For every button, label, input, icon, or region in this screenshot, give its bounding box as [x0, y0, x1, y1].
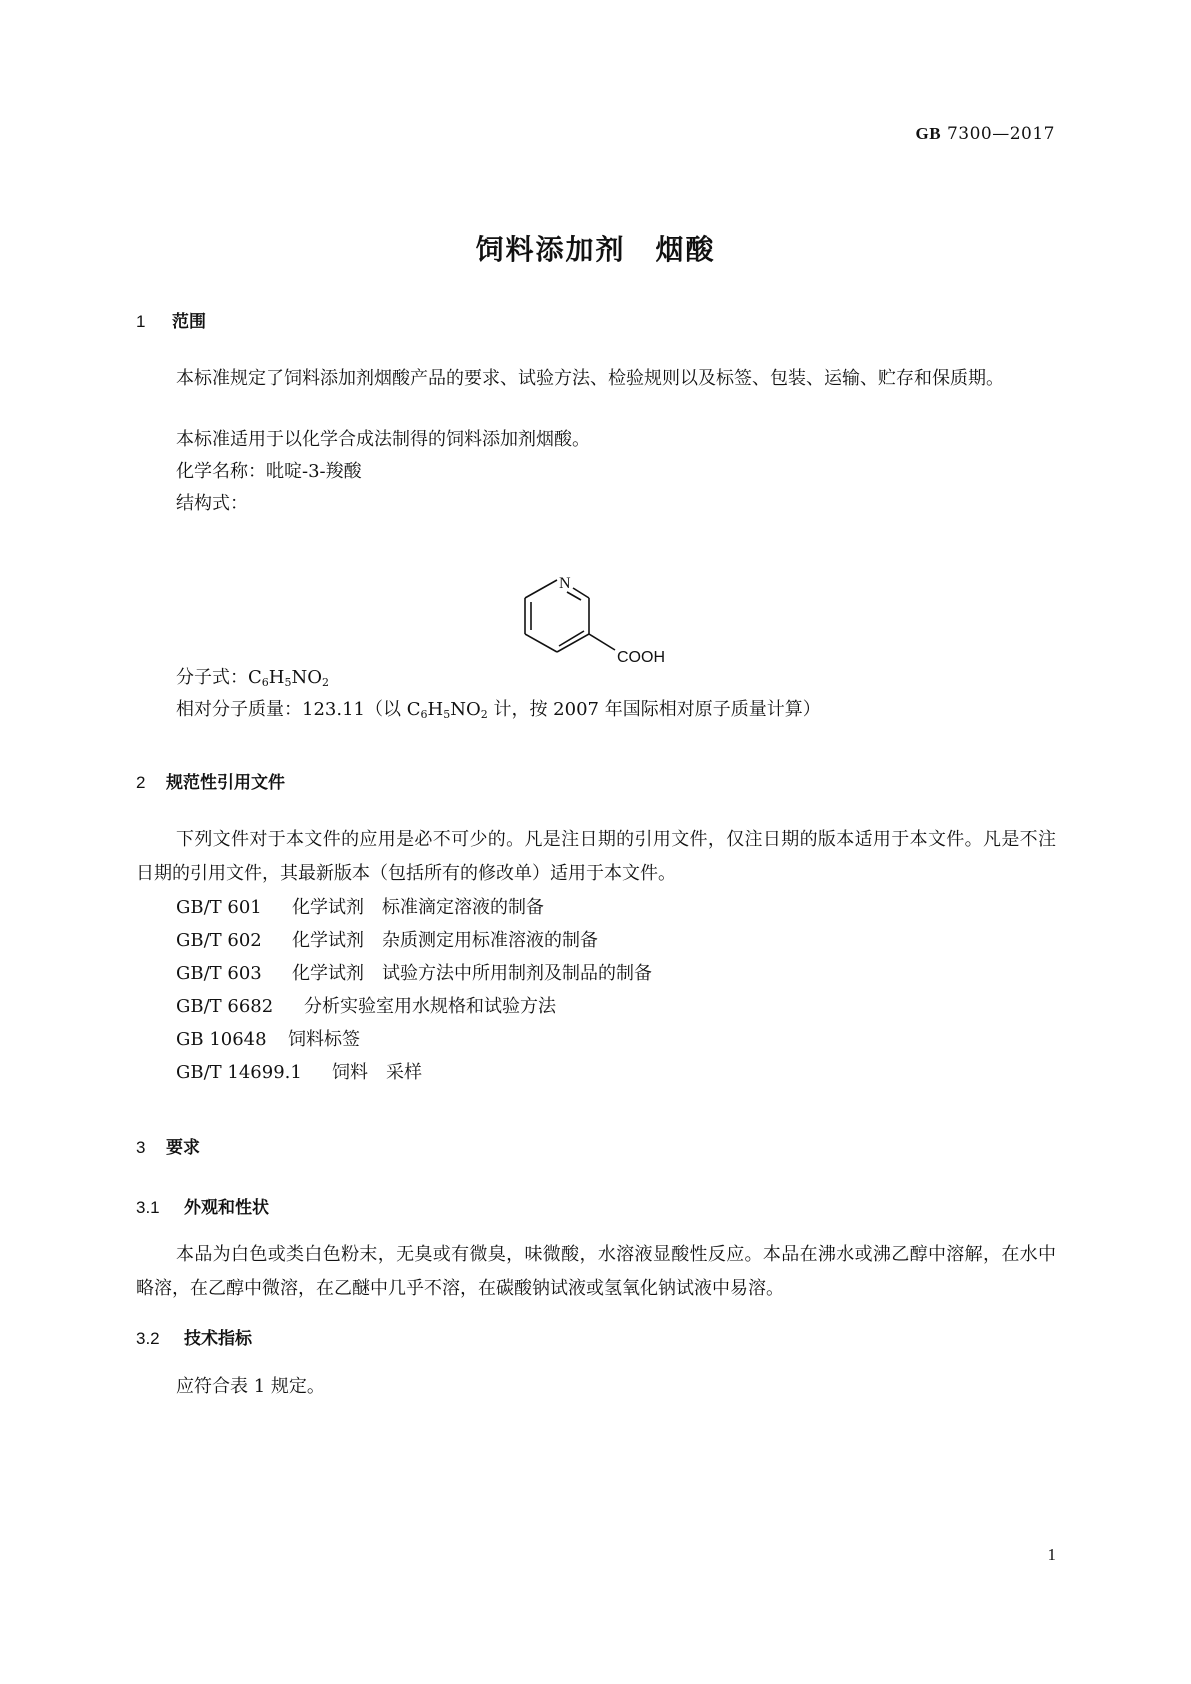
- reference-title: 分析实验室用水规格和试验方法: [304, 996, 556, 1017]
- subsection-title: 技术指标: [184, 1329, 252, 1349]
- mass-formula-c: C: [406, 699, 421, 720]
- mass-formula-h: H: [427, 699, 444, 720]
- mass-formula-o-sub: 2: [480, 708, 488, 721]
- formula-c-sub: 6: [261, 676, 269, 689]
- reference-title: 化学试剂 杂质测定用标准溶液的制备: [292, 930, 598, 951]
- section-title: 规范性引用文件: [166, 773, 285, 793]
- section-number: 3: [136, 1138, 146, 1157]
- mass-formula-c-sub: 6: [420, 708, 428, 721]
- section-title: 范围: [172, 312, 206, 332]
- reference-item: [176, 1058, 422, 1084]
- reference-code: GB/T 603: [176, 963, 262, 984]
- section-number: 1: [136, 312, 146, 331]
- reference-title: 饲料 采样: [332, 1062, 422, 1083]
- section-number: 2: [136, 773, 146, 792]
- subsection-3-2-heading: [136, 1324, 252, 1349]
- reference-title: 化学试剂 试验方法中所用制剂及制品的制备: [292, 963, 652, 984]
- subsection-number: 3.2: [136, 1329, 160, 1348]
- structure-label: 结构式：: [176, 493, 248, 514]
- formula-h: H: [268, 667, 285, 688]
- reference-title: 化学试剂 标准滴定溶液的制备: [292, 897, 544, 918]
- molecular-mass: [176, 693, 821, 732]
- formula-label: 分子式：: [176, 667, 248, 688]
- scope-paragraph-1: 本标准规定了饲料添加剂烟酸产品的要求、试验方法、检验规则以及标签、包装、运输、贮存和保质期。: [176, 368, 1004, 389]
- mass-formula-no: NO: [450, 699, 481, 720]
- standard-number: 7300—2017: [946, 124, 1055, 144]
- reference-code: GB/T 602: [176, 930, 262, 951]
- reference-item: [176, 926, 598, 952]
- formula-c: C: [248, 667, 262, 688]
- section-3-heading: [136, 1133, 200, 1158]
- section-2-heading: [136, 768, 285, 793]
- normative-references-paragraph: 下列文件对于本文件的应用是必不可少的。凡是注日期的引用文件，仅注日期的版本适用于本文件。凡是不注日期的引用文件，其最新版本（包括所有的修改单）适用于本文件。: [136, 829, 1056, 884]
- chemical-name: 化学名称：吡啶-3-羧酸: [176, 461, 362, 482]
- reference-item: [176, 992, 556, 1018]
- subsection-title: 外观和性状: [184, 1198, 269, 1218]
- structural-formula: [515, 568, 715, 678]
- appearance-paragraph: 本品为白色或类白色粉末，无臭或有微臭，味微酸，水溶液显酸性反应。本品在沸水或沸乙醇中溶解，在水中略溶，在乙醇中微溶，在乙醚中几乎不溶，在碳酸钠试液或氢氧化钠试液中易溶。: [136, 1244, 1056, 1299]
- mass-suffix: 计，按 2007 年国际相对原子质量计算）: [487, 699, 821, 720]
- formula-no: NO: [291, 667, 322, 688]
- scope-paragraph-2: 本标准适用于以化学合成法制得的饲料添加剂烟酸。: [176, 429, 590, 450]
- formula-o-sub: 2: [322, 676, 329, 689]
- reference-code: GB 10648: [176, 1029, 267, 1050]
- reference-code: GB/T 14699.1: [176, 1062, 302, 1083]
- mass-formula-h-sub: 5: [443, 708, 451, 721]
- technical-indicators-paragraph: 应符合表 1 规定。: [176, 1376, 325, 1397]
- reference-code: GB/T 601: [176, 897, 262, 918]
- page-title: 饲料添加剂 烟酸: [475, 233, 716, 266]
- formula-h-sub: 5: [284, 676, 292, 689]
- standard-prefix: GB: [915, 124, 942, 143]
- reference-code: GB/T 6682: [176, 996, 274, 1017]
- section-title: 要求: [166, 1138, 200, 1158]
- reference-item: [176, 893, 544, 919]
- mass-prefix: 相对分子质量：123.11（以: [176, 699, 407, 720]
- subsection-number: 3.1: [136, 1198, 160, 1217]
- reference-item: [176, 1025, 360, 1051]
- subsection-3-1-heading: [136, 1193, 269, 1218]
- nitrogen-atom: N: [559, 575, 571, 592]
- section-1-heading: [136, 307, 206, 332]
- page-number: 1: [1047, 1545, 1056, 1564]
- carboxyl-group: COOH: [617, 649, 665, 666]
- reference-item: [176, 959, 652, 985]
- reference-title: 饲料标签: [288, 1029, 360, 1050]
- standard-code: [916, 124, 1056, 144]
